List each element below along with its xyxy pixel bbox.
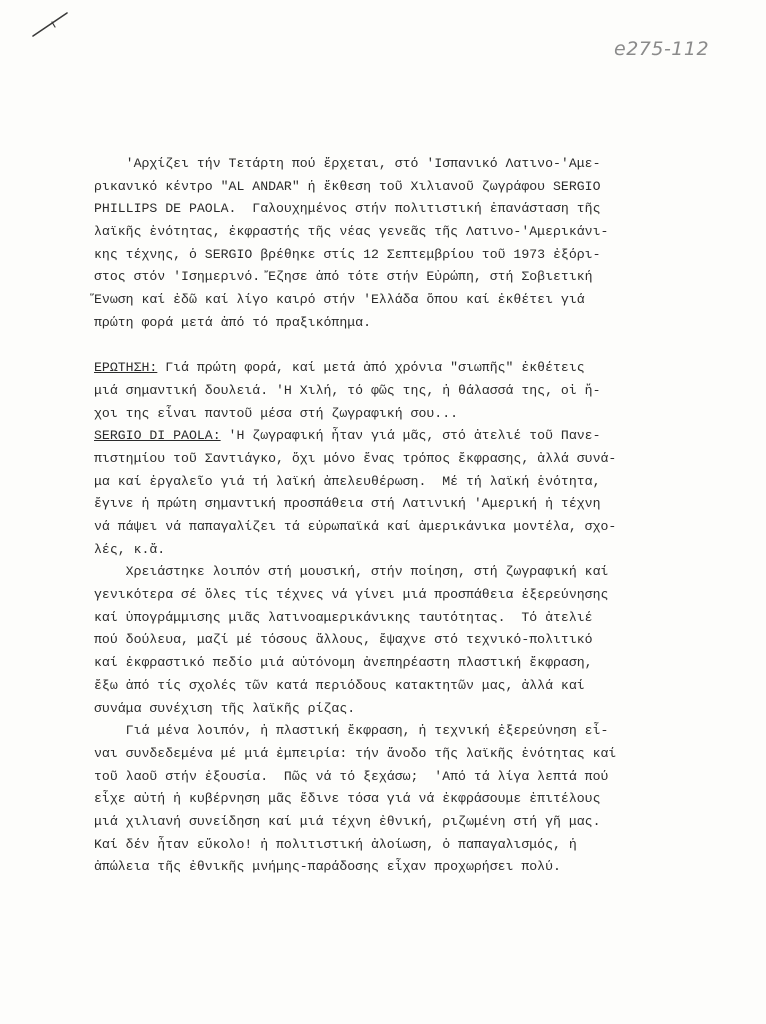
text-line: μιά χιλιανή συνείδηση καί μιά τέχνη ἐθνική, ριζωμένη στή γῆ μας. [94, 813, 601, 829]
body-paragraph [94, 720, 706, 879]
answer-paragraph [94, 425, 706, 561]
document-body [94, 153, 706, 879]
text-line: PHILLIPS DE PAOLA. Γαλουχημένος στήν πολιτιστική ἐπανάσταση τῆς [94, 201, 601, 217]
text-line: πού δούλευα, μαζί μέ τόσους ἄλλους, ἔψαχνε στό τεχνικό-πολιτικό [94, 632, 593, 648]
text-line [94, 357, 706, 380]
text-line: μα καί ἐργαλεῖο γιά τή λαϊκή ἀπελευθέρωση. Μέ τή λαϊκή ἑνότητα, [94, 473, 601, 489]
body-paragraph [94, 561, 706, 720]
text-line: ἔγινε ἡ πρώτη σημαντική προσπάθεια στή Λατινική 'Αμερική ἡ τέχνη [94, 496, 601, 512]
text-line: πιστημίου τοῦ Σαντιάγκο, ὄχι μόνο ἕνας τρόπος ἔκφρασης, ἀλλά συνά- [94, 450, 617, 466]
question-text: Γιά πρώτη φορά, καί μετά ἀπό χρόνια "σιωπῆς" ἐκθέτεις [157, 360, 585, 376]
text-line: τοῦ λαοῦ στήν ἐξουσία. Πῶς νά τό ξεχάσω; 'Από τά λίγα λεπτά πού [94, 768, 609, 784]
text-line: ναι συνδεδεμένα μέ μιά ἐμπειρία: τήν ἄνοδο τῆς λαϊκῆς ἑνότητας καί [94, 745, 617, 761]
answer-text: 'Η ζωγραφική ἦταν γιά μᾶς, στό ἀτελιέ τοῦ Πανε- [220, 428, 601, 444]
text-line: κης τέχνης, ὁ SERGIO βρέθηκε στίς 12 Σεπτεμβρίου τοῦ 1973 ἐξόρι- [94, 246, 601, 262]
text-line: Χρειάστηκε λοιπόν στή μουσική, στήν ποίηση, στή ζωγραφική καί [94, 564, 609, 580]
pen-stroke-mark [30, 8, 70, 40]
text-line: λαϊκῆς ἑνότητας, ἐκφραστής τῆς νέας γενεᾶς τῆς Λατινο-'Αμερικάνι- [94, 224, 609, 240]
text-line: καί ὑπογράμμισης μιᾶς λατινοαμερικάνικης ταυτότητας. Τό ἀτελιέ [94, 609, 593, 625]
answer-label: SERGIO DI PAOLA: [94, 428, 221, 444]
text-line: ρικανικό κέντρο "AL ANDAR" ἡ ἔκθεση τοῦ Χιλιανοῦ ζωγράφου SERGIO [94, 178, 601, 194]
text-line: λές, κ.ἄ. [94, 541, 166, 557]
archive-code: e275-112 [614, 38, 710, 60]
intro-paragraph [94, 153, 706, 335]
text-line: χοι της εἶναι παντοῦ μέσα στή ζωγραφική σου... [94, 405, 459, 421]
text-line: καί ἐκφραστικό πεδίο μιά αὐτόνομη ἀνεπηρέαστη πλαστική ἔκφραση, [94, 655, 593, 671]
text-line: πρώτη φορά μετά ἀπό τό πραξικόπημα. [94, 314, 371, 330]
question-paragraph [94, 357, 706, 425]
text-line: εἶχε αὐτή ἡ κυβέρνηση μᾶς ἔδινε τόσα γιά νά ἐκφράσουμε ἐπιτέλους [94, 791, 601, 807]
text-line: ἀπώλεια τῆς ἐθνικῆς μνήμης-παράδοσης εἶχαν προχωρήσει πολύ. [94, 859, 561, 875]
text-line: Καί δέν ἦταν εὔκολο! ἡ πολιτιστική ἀλοίωση, ὁ παπαγαλισμός, ἡ [94, 836, 577, 852]
text-line: γενικότερα σέ ὅλες τίς τέχνες νά γίνει μιά προσπάθεια ἐξερεύνησης [94, 587, 609, 603]
text-line: νά πάψει νά παπαγαλίζει τά εὐρωπαϊκά καί ἀμερικάνικα μοντέλα, σχο- [94, 519, 617, 534]
text-line: συνάμα συνέχιση τῆς λαϊκῆς ρίζας. [94, 700, 356, 716]
text-line: ἔξω ἀπό τίς σχολές τῶν κατά περιόδους κατακτητῶν μας, ἀλλά καί [94, 677, 585, 693]
text-line: 'Αρχίζει τήν Τετάρτη πού ἔρχεται, στό 'Ισπανικό Λατινο-'Αμε- [94, 156, 601, 171]
question-label: ΕΡΩΤΗΣΗ: [94, 360, 158, 376]
text-line: Γιά μένα λοιπόν, ἡ πλαστική ἔκφραση, ἡ τεχνική ἐξερεύνηση εἶ- [94, 723, 609, 739]
text-line: μιά σημαντική δουλειά. 'Η Χιλή, τό φῶς της, ἡ θάλασσά της, οἱ ἤ- [94, 382, 601, 398]
text-line: Ἕνωση καί ἐδῶ καί λίγο καιρό στήν 'Ελλάδα ὅπου καί ἐκθέτει γιά [94, 292, 585, 308]
text-line: στος στόν 'Ισημερινό. Ἔζησε ἀπό τότε στήν Εὐρώπη, στή Σοβιετική [94, 269, 593, 285]
paragraph-gap [94, 335, 706, 358]
text-line [94, 425, 706, 448]
